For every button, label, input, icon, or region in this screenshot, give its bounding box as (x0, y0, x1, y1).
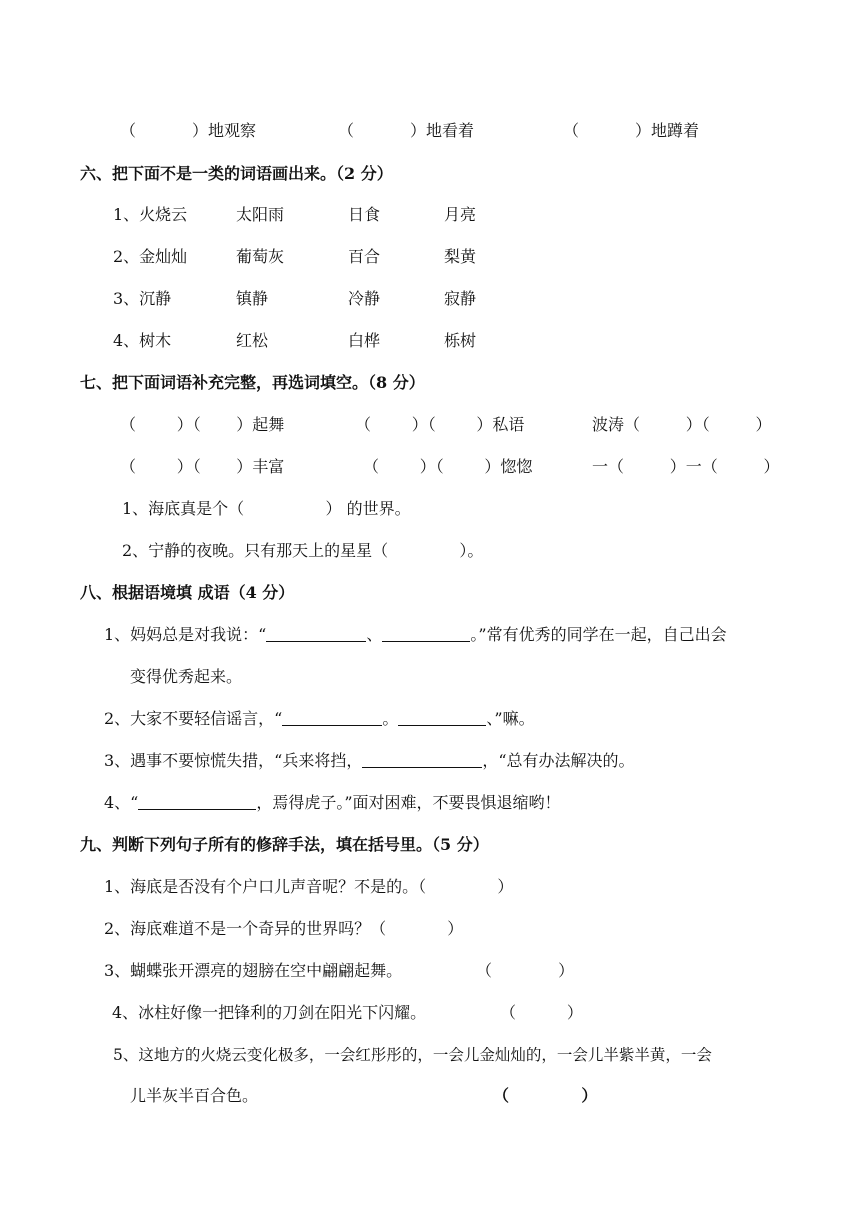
s9-question-4-paren: （ ） (500, 1003, 583, 1022)
top-row-item-observe: （ ）地观察 (120, 121, 256, 140)
s6-row4-col3: 白桦 (348, 331, 381, 350)
s8-q1-blank-2[interactable] (382, 625, 470, 642)
s6-row3-col1: 3、沉静 (113, 289, 172, 308)
s6-row3-col3: 冷静 (348, 289, 381, 308)
s8-question-1-cont: 变得优秀起来。 (130, 667, 243, 686)
s6-row3-col2: 镇静 (236, 289, 269, 308)
top-row-item-squat: （ ）地蹲着 (563, 121, 699, 140)
s9-question-4: 4、冰柱好像一把锋利的刀剑在阳光下闪耀。 (112, 1003, 427, 1022)
s7-question-1: 1、海底真是个（ ） 的世界。 (122, 499, 411, 518)
section-7-title: 七、把下面词语补充完整，再选词填空。（8 分） (80, 373, 425, 392)
s6-row4-col4: 栎树 (444, 331, 477, 350)
s6-row3-col4: 寂静 (444, 289, 477, 308)
s9-question-3: 3、蝴蝶张开漂亮的翅膀在空中翩翩起舞。 (104, 961, 403, 980)
s9-question-2: 2、海底难道不是一个奇异的世界吗？（ ） (104, 919, 464, 938)
s7-row1-item2: （ ）（ ）私语 (355, 415, 525, 434)
s8-q1-blank-1[interactable] (266, 625, 366, 642)
s8-q2-blank-2[interactable] (398, 709, 486, 726)
s8-q2-blank-1[interactable] (282, 709, 382, 726)
s6-row4-col1: 4、树木 (113, 331, 172, 350)
s6-row2-col2: 葡萄灰 (236, 247, 285, 266)
s8-q4-blank[interactable] (138, 793, 256, 810)
section-8-title: 八、根据语境填 成语（4 分） (80, 583, 295, 602)
s6-row1-col1: 1、火烧云 (113, 205, 188, 224)
s9-question-3-paren: （ ） (476, 961, 575, 980)
s7-row1-item3: 波涛（ ）（ ） (592, 415, 772, 434)
s6-row2-col4: 梨黄 (444, 247, 477, 266)
s7-row1-item1: （ ）（ ）起舞 (120, 415, 285, 434)
s8-question-1: 1、妈妈总是对我说：“ 、 。”常有优秀的同学在一起，自己出会 (104, 625, 727, 644)
s7-row2-item1: （ ）（ ）丰富 (120, 457, 285, 476)
s6-row2-col3: 百合 (348, 247, 381, 266)
s6-row2-col1: 2、金灿灿 (113, 247, 188, 266)
s8-question-2: 2、大家不要轻信谣言，“ 。 、”嘛。 (104, 709, 535, 728)
s9-question-5-cont: 儿半灰半百合色。 (130, 1086, 259, 1105)
s6-row4-col2: 红松 (236, 331, 269, 350)
s7-row2-item2: （ ）（ ）惚惚 (363, 457, 533, 476)
s9-question-5-paren: （ ） (493, 1086, 598, 1105)
s7-row2-item3: 一（ ）一（ ） (592, 457, 780, 476)
section-6-title: 六、把下面不是一类的词语画出来。（2 分） (80, 164, 393, 183)
section-9-title: 九、判断下列句子所有的修辞手法，填在括号里。（5 分） (80, 835, 489, 854)
s7-question-2: 2、宁静的夜晚。只有那天上的星星（ ）。 (122, 541, 484, 560)
s9-question-5: 5、这地方的火烧云变化极多，一会红彤彤的，一会儿金灿灿的，一会儿半紫半黄，一会 (113, 1046, 712, 1064)
s6-row1-col4: 月亮 (444, 205, 477, 224)
s8-q3-blank[interactable] (362, 751, 482, 768)
s8-question-3: 3、遇事不要惊慌失措，“兵来将挡， ，“总有办法解决的。 (104, 751, 635, 770)
s6-row1-col3: 日食 (348, 205, 381, 224)
top-row-item-look: （ ）地看着 (338, 121, 474, 140)
s9-question-1: 1、海底是否没有个户口儿声音呢？不是的。（ ） (104, 877, 514, 896)
s8-question-4: 4、“ ，焉得虎子。”面对困难，不要畏惧退缩哟！ (104, 793, 561, 812)
s6-row1-col2: 太阳雨 (236, 205, 285, 224)
